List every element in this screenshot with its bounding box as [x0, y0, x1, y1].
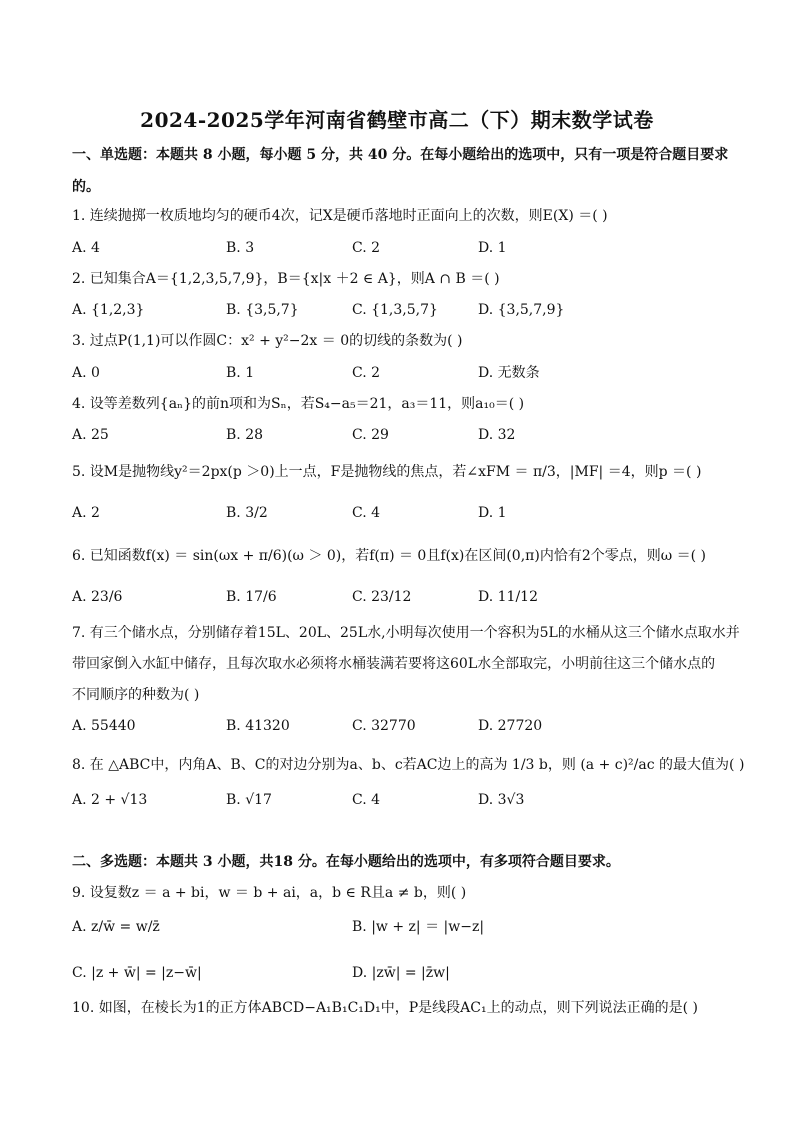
question-9-stem: 9. 设复数z ＝ a + bi，w ＝ b + ai，a，b ∈ R且a ≠ b，则( ) — [72, 885, 467, 901]
option-d: D. 3√3 — [478, 792, 525, 808]
option-b: B. 28 — [226, 427, 264, 443]
option-d: D. 32 — [478, 427, 516, 443]
question-9-options-row1 — [72, 918, 732, 936]
option-b: B. |w + z| ＝ |w−z| — [352, 919, 485, 935]
question-7-stem-cont: 带回家倒入水缸中储存，且每次取水必须将水桶装满若要将这60L水全部取完，小明前往这三个储水点的 — [72, 656, 716, 672]
option-c: C. 32770 — [352, 718, 416, 734]
question-5-options — [72, 504, 732, 522]
section-1-header: 一、单选题：本题共 8 小题，每小题 5 分，共 40 分。在每小题给出的选项中，只有一项是符合题目要求 — [72, 147, 729, 163]
question-1-options — [72, 239, 732, 257]
question-8-options — [72, 791, 732, 809]
option-a: A. 2 — [72, 505, 100, 521]
question-6-stem: 6. 已知函数f(x) ＝ sin(ωx + π/6)(ω ＞ 0)，若f(π) ＝ 0且f(x)在区间(0,π)内恰有2个零点，则ω ＝( ) — [72, 548, 706, 564]
option-a: A. 0 — [72, 365, 100, 381]
question-7-options — [72, 717, 732, 735]
question-3-stem: 3. 过点P(1,1)可以作圆C：x² + y²−2x ＝ 0的切线的条数为( ) — [72, 333, 463, 349]
question-2-stem: 2. 已知集合A＝{1,2,3,5,7,9}，B＝{x|x ＋2 ∈ A}，则A ∩ B ＝( ) — [72, 271, 500, 287]
option-c: C. 2 — [352, 365, 381, 381]
option-c: C. 4 — [352, 505, 381, 521]
question-4-stem: 4. 设等差数列{aₙ}的前n项和为Sₙ，若S₄−a₅＝21，a₃＝11，则a₁₀＝( ) — [72, 396, 525, 412]
question-3-options — [72, 364, 732, 382]
option-c: C. 23/12 — [352, 589, 412, 605]
page-title: 2024-2025学年河南省鹤壁市高二（下）期末数学试卷 — [140, 108, 654, 132]
question-8-stem: 8. 在 △ABC中，内角A、B、C的对边分别为a、b、c若AC边上的高为 1/3 b，则 (a + c)²/ac 的最大值为( ) — [72, 757, 745, 773]
option-a: A. 4 — [72, 240, 100, 256]
section-2-header: 二、多选题：本题共 3 小题，共18 分。在每小题给出的选项中，有多项符合题目要求。 — [72, 854, 620, 870]
question-7-stem: 7. 有三个储水点，分别储存着15L、20L、25L水,小明每次使用一个容积为5L的水桶从这三个储水点取水并 — [72, 625, 740, 641]
question-5-stem: 5. 设M是抛物线y²＝2px(p ＞0)上一点，F是抛物线的焦点，若∠xFM ＝ π/3，|MF| ＝4，则p ＝( ) — [72, 464, 702, 480]
option-b: B. 1 — [226, 365, 255, 381]
question-9-options-row2 — [72, 964, 732, 982]
option-d: D. 无数条 — [478, 365, 540, 381]
option-b: B. 3/2 — [226, 505, 268, 521]
option-b: B. 17/6 — [226, 589, 277, 605]
option-a: A. 2 + √13 — [72, 792, 148, 808]
option-d: D. 11/12 — [478, 589, 538, 605]
option-c: C. 4 — [352, 792, 381, 808]
option-a: A. 55440 — [72, 718, 136, 734]
option-a: A. 25 — [72, 427, 109, 443]
question-1-stem: 1. 连续抛掷一枚质地均匀的硬币4次，记X是硬币落地时正面向上的次数，则E(X) ＝( ) — [72, 208, 608, 224]
option-c: C. |z + w̄| = |z−w̄| — [72, 965, 202, 981]
question-2-options — [72, 301, 732, 319]
option-b: B. 41320 — [226, 718, 290, 734]
option-c: C. {1,3,5,7} — [352, 302, 438, 318]
option-d: D. 1 — [478, 505, 507, 521]
option-c: C. 29 — [352, 427, 389, 443]
option-c: C. 2 — [352, 240, 381, 256]
question-7-stem-end: 不同顺序的种数为( ) — [72, 687, 200, 703]
option-a: A. 23/6 — [72, 589, 123, 605]
question-10-stem: 10. 如图，在棱长为1的正方体ABCD−A₁B₁C₁D₁中，P是线段AC₁上的动点，则下列说法正确的是( ) — [72, 1000, 698, 1016]
question-6-options — [72, 588, 732, 606]
option-a: A. {1,2,3} — [72, 302, 145, 318]
option-d: D. |zw̄| = |z̄w| — [352, 965, 450, 981]
option-b: B. √17 — [226, 792, 272, 808]
option-b: B. {3,5,7} — [226, 302, 299, 318]
option-d: D. 1 — [478, 240, 507, 256]
option-a: A. z/w̄ = w/z̄ — [72, 919, 160, 935]
option-d: D. 27720 — [478, 718, 543, 734]
question-4-options — [72, 426, 732, 444]
option-b: B. 3 — [226, 240, 255, 256]
option-d: D. {3,5,7,9} — [478, 302, 565, 318]
section-1-header-cont: 的。 — [72, 179, 100, 195]
